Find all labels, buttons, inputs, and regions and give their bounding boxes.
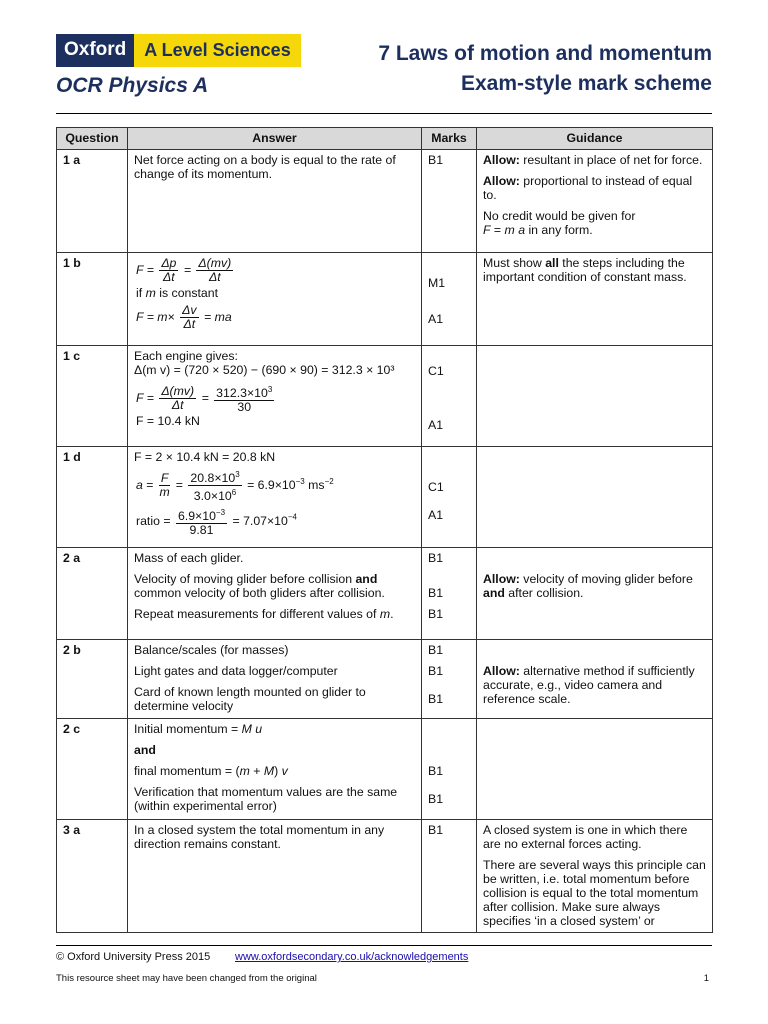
mark: B1: [428, 692, 444, 706]
marks-cell: [422, 719, 477, 820]
acceleration-unit: ms: [308, 477, 325, 492]
marks-cell: [422, 253, 477, 346]
guidance-cell: [477, 640, 713, 719]
frac-den: 30: [237, 400, 252, 415]
marks-cell: [422, 640, 477, 719]
answer-text: Initial momentum = M u: [134, 722, 263, 736]
guidance-cell: [477, 548, 713, 640]
table-row: [57, 150, 713, 253]
answer-cell: [128, 150, 422, 253]
question-number: 1 c: [57, 346, 128, 447]
frac-num: 20.8×10: [190, 471, 236, 486]
acknowledgements-link[interactable]: www.oxfordsecondary.co.uk/acknowledgements: [235, 951, 469, 963]
footer-divider: [56, 945, 712, 946]
guidance-text: A closed system is one in which there are no external forces acting.: [483, 823, 688, 851]
guidance-text: There are several ways this principle can be written, i.e. total momentum before collision is equal to the total momentum after collision. Make sure always specifies ‘in a closed system’ or: [483, 858, 706, 928]
answer-cell: [128, 820, 422, 933]
momentum-change-equation: Δ(m v) = (720 × 520) − (690 × 90) = 312.3 × 10³: [134, 363, 395, 377]
answer-text: Repeat measurements for different values of m.: [134, 607, 394, 621]
copyright-text: © Oxford University Press 2015: [56, 951, 211, 963]
brand-label: Oxford: [56, 34, 134, 67]
page-number: 1: [703, 973, 709, 984]
frac-exp: 3: [235, 470, 240, 479]
guidance-text: Allow: velocity of moving glider before and after collision.: [483, 572, 693, 600]
disclaimer-text: This resource sheet may have been changed from the original: [56, 973, 317, 984]
ratio-equation: [134, 506, 415, 537]
frac-den: 3.0×10: [193, 489, 232, 504]
series-label: A Level Sciences: [134, 34, 300, 67]
answer-text: and: [134, 743, 156, 757]
guidance-text: Must show all the steps including the important condition of constant mass.: [483, 256, 687, 284]
guidance-text: No credit would be given for F = m a in any form.: [483, 209, 636, 237]
question-number: 2 b: [57, 640, 128, 719]
table-row: [57, 346, 713, 447]
guidance-cell: [477, 346, 713, 447]
column-header-guidance: Guidance: [477, 128, 713, 150]
question-number: 1 b: [57, 253, 128, 346]
answer-text: Mass of each glider.: [134, 551, 244, 565]
page-header: [56, 34, 712, 114]
answer-text: In a closed system the total momentum in any direction remains constant.: [134, 823, 385, 851]
guidance-text: Allow: alternative method if sufficiently accurate, e.g., video camera and reference scale.: [483, 664, 695, 706]
force-equation: F = $\frac{\Delta p}{\Delta t}$ = $\frac{\Delta(mv)}{\Delta t}$: [136, 256, 232, 284]
question-number: 1 d: [57, 447, 128, 548]
marks-cell: [422, 150, 477, 253]
ratio-exp: −4: [287, 512, 297, 522]
force-equation-2: F = m× $\frac{\Delta v}{\Delta t}$ = ma: [136, 303, 232, 331]
frac-den-exp: 6: [231, 488, 237, 498]
guidance-text: Allow: resultant in place of net for force.: [483, 153, 703, 167]
table-row: [57, 548, 713, 640]
answer-cell: [128, 548, 422, 640]
question-number: 1 a: [57, 150, 128, 253]
acceleration-equation: a = $\frac{F}{m}$ = $\frac{20.8\times 10^3}{3.0\times 10^6}$ = $6.9\times 10^{-3}$ $ms^{-2}$: [136, 470, 334, 504]
answer-text: Verification that momentum values are the same (within experimental error): [134, 785, 398, 813]
force-equation: F = 2 × 10.4 kN = 20.8 kN: [134, 450, 276, 464]
answer-text: Velocity of moving glider before collision and common velocity of both gliders after collision.: [134, 572, 385, 600]
guidance-text: Allow: proportional to instead of equal to.: [483, 174, 693, 202]
ratio-result: = 7.07×10: [232, 513, 288, 528]
frac-exp: −3: [215, 508, 226, 518]
mark: B1: [428, 664, 444, 678]
mark: B1: [428, 792, 444, 806]
column-header-question: Question: [57, 128, 128, 150]
mark-scheme-table: [56, 127, 713, 933]
document-type: Exam-style mark scheme: [461, 72, 712, 95]
answer-text: Card of known length mounted on glider to determine velocity: [134, 685, 366, 713]
table-row: [57, 640, 713, 719]
frac-den: 9.81: [189, 523, 214, 538]
marks-cell: [422, 548, 477, 640]
answer-cell: [128, 346, 422, 447]
mark: B1: [428, 823, 444, 837]
header-divider: [56, 113, 712, 114]
column-header-marks: Marks: [422, 128, 477, 150]
marks-cell: [422, 820, 477, 933]
guidance-cell: [477, 150, 713, 253]
answer-text: final momentum = (m + M) v: [134, 764, 288, 778]
question-number: 2 a: [57, 548, 128, 640]
mark: A1: [428, 312, 444, 326]
guidance-cell: [477, 253, 713, 346]
guidance-cell: [477, 719, 713, 820]
mark: B1: [428, 586, 444, 600]
answer-intro: Each engine gives:: [134, 349, 238, 363]
force-equation: F = $\frac{\Delta(mv)}{\Delta t}$ = $\frac{312.3\times 10^3}{30}$: [136, 384, 273, 415]
mark: C1: [428, 480, 444, 494]
mark: B1: [428, 607, 444, 621]
mark: B1: [428, 643, 444, 657]
acceleration-result: = 6.9×10: [247, 477, 296, 492]
frac-num: 312.3×10: [216, 386, 268, 401]
guidance-cell: [477, 820, 713, 933]
answer-result: F = 10.4 kN: [136, 414, 200, 429]
ratio-label: ratio =: [136, 513, 171, 528]
guidance-cell: [477, 447, 713, 548]
answer-cell: [128, 640, 422, 719]
mark: B1: [428, 764, 444, 778]
table-row: [57, 253, 713, 346]
mark: M1: [428, 276, 446, 290]
condition-text: if m is constant: [136, 286, 219, 300]
table-row: [57, 719, 713, 820]
mark: B1: [428, 551, 444, 565]
answer-cell: [128, 253, 422, 346]
mark: A1: [428, 418, 444, 432]
chapter-title: 7 Laws of motion and momentum: [378, 42, 712, 65]
mark: C1: [428, 364, 444, 378]
answer-text: Light gates and data logger/computer: [134, 664, 338, 678]
frac-exp: 3: [267, 385, 273, 394]
mark: B1: [428, 153, 444, 167]
frac-num: 6.9×10: [177, 509, 216, 524]
mark: A1: [428, 508, 444, 522]
answer-text: Net force acting on a body is equal to the rate of change of its momentum.: [134, 153, 396, 181]
answer-cell: [128, 447, 422, 548]
marks-cell: [422, 447, 477, 548]
answer-text: Balance/scales (for masses): [134, 643, 289, 657]
column-header-answer: Answer: [128, 128, 422, 150]
subject-title: OCR Physics A: [56, 74, 209, 97]
marks-cell: [422, 346, 477, 447]
table-row: [57, 820, 713, 933]
table-row: [57, 447, 713, 548]
question-number: 2 c: [57, 719, 128, 820]
question-number: 3 a: [57, 820, 128, 933]
oxford-logo: [56, 34, 301, 67]
table-header-row: [57, 128, 713, 150]
result-exp: −3: [295, 476, 305, 486]
answer-cell: [128, 719, 422, 820]
